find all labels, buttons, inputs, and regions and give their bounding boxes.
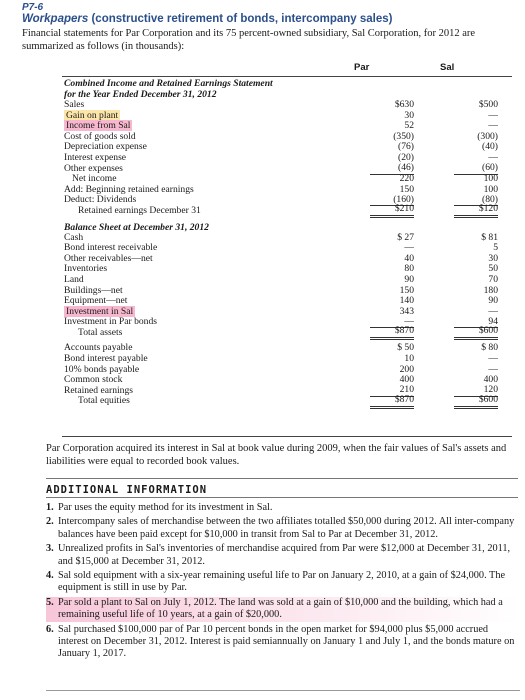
row-label: 10% bonds payable: [64, 363, 140, 375]
income-title-line1: Combined Income and Retained Earnings Statement: [64, 78, 273, 89]
sal-value: 100: [483, 183, 498, 195]
sal-value: (80): [454, 195, 498, 207]
item-text: Sal sold equipment with a six-year remaining useful life to Par on January 2, 2010, at a gain of $24,000. The equipment is still in use by Par.: [58, 570, 506, 594]
par-value: (46): [370, 163, 414, 175]
sal-value: 30: [488, 252, 498, 264]
row-label: Equipment—net: [64, 295, 128, 307]
sal-value: (60): [454, 163, 498, 175]
item-number: 1.: [46, 502, 54, 513]
row-label: Common stock: [64, 374, 123, 386]
statement-row: [64, 142, 514, 153]
row-label: Land: [64, 273, 84, 285]
par-value: 220: [399, 173, 414, 185]
row-label: Bond interest payable: [64, 353, 148, 365]
row-label: Accounts payable: [64, 342, 133, 354]
par-value: 400: [399, 374, 414, 386]
row-label: Income from Sal: [66, 120, 131, 132]
sal-value: —: [488, 109, 498, 121]
balance-equity-rows: [64, 343, 514, 407]
statement-row: [64, 325, 514, 339]
sal-value: 5: [493, 242, 498, 254]
statement-row: [64, 264, 514, 275]
row-label: Total equities: [78, 395, 130, 407]
statement-bottom-rule: [62, 436, 512, 437]
item-number: 3.: [46, 543, 54, 555]
problem-intro: Financial statements for Par Corporation and its 75 percent-owned subsidiary, Sal Corporation, for 2012 are summarized as follows (in thousands):: [22, 28, 476, 52]
row-label: Inventories: [64, 263, 108, 275]
row-label: Bond interest receivable: [64, 242, 158, 254]
additional-bottom-rule: [46, 497, 518, 498]
row-label: Investment in Par bonds: [64, 316, 157, 328]
title-workpapers: Workpapers: [22, 13, 89, 25]
column-header-par: Par: [354, 62, 370, 73]
sal-value: 94: [454, 317, 498, 329]
additional-info-item: [46, 597, 520, 622]
sal-value: —: [488, 151, 498, 163]
par-value: $870: [370, 326, 414, 340]
row-label: Sales: [64, 99, 85, 110]
par-value: $210: [370, 204, 414, 218]
par-value: 40: [404, 252, 414, 264]
par-value: 210: [370, 385, 414, 397]
par-value: 150: [399, 183, 414, 195]
sal-value: —: [488, 120, 498, 132]
sal-value: 120: [454, 385, 498, 397]
row-label: Buildings—net: [64, 284, 123, 296]
item-text: Unrealized profits in Sal's inventories of merchandise acquired from Par were $12,000 at December 31, 2011, and $15,000 at December 31, 2012.: [58, 543, 511, 567]
item-number: 6.: [46, 623, 54, 635]
par-value: 52: [404, 120, 414, 132]
statement-row: [64, 386, 514, 397]
sal-value: $120: [454, 204, 498, 218]
row-label: Cash: [64, 231, 84, 243]
sal-value: 90: [488, 295, 498, 307]
sal-value: 400: [483, 374, 498, 386]
par-value: —: [404, 242, 414, 254]
sal-value: 180: [483, 284, 498, 296]
sal-value: 100: [483, 173, 498, 185]
title-rest: (constructive retirement of bonds, intercompany sales): [91, 13, 393, 25]
par-value: (20): [398, 151, 414, 163]
additional-info-item: [46, 624, 520, 661]
problem-number: P7-6: [22, 2, 44, 13]
par-value: $870: [370, 395, 414, 409]
sal-value: $ 81: [481, 231, 498, 243]
sal-value: —: [488, 363, 498, 375]
par-value: $ 27: [397, 231, 414, 243]
header-rule: [62, 76, 512, 77]
sal-value: (300): [477, 130, 498, 142]
par-value: (76): [398, 141, 414, 153]
par-value: 200: [399, 363, 414, 375]
income-rows: [64, 100, 514, 217]
additional-info-heading: ADDITIONAL INFORMATION: [46, 484, 208, 496]
item-text: Intercompany sales of merchandise between the two affiliates totalled $50,000 during 2012. All inter-company balances have been paid except for $10,000 in transit from Sal to Par at December 31, 2012.: [58, 516, 515, 540]
statement-row: [64, 254, 514, 265]
statement-row: [64, 153, 514, 164]
row-label: Total assets: [78, 326, 123, 338]
row-label: Retained earnings: [64, 384, 133, 396]
row-label: Interest expense: [64, 151, 127, 163]
problem-header: [22, 2, 512, 53]
row-label: Cost of goods sold: [64, 130, 136, 142]
sal-value: 50: [488, 263, 498, 275]
row-label: Add: Beginning retained earnings: [64, 183, 194, 195]
row-label: Other receivables—net: [64, 252, 153, 264]
income-title-line2: for the Year Ended December 31, 2012: [64, 89, 217, 100]
par-value: 150: [399, 284, 414, 296]
par-value: 90: [404, 273, 414, 285]
additional-top-rule: [46, 478, 518, 479]
row-label: Retained earnings December 31: [78, 204, 201, 216]
balance-sheet-title: Balance Sheet at December 31, 2012: [64, 221, 209, 233]
page-bottom-rule: [46, 690, 520, 691]
sal-value: —: [488, 305, 498, 317]
par-value: $ 50: [397, 342, 414, 354]
additional-info-item: [46, 570, 520, 595]
item-number: 5.: [46, 596, 54, 608]
sal-value: $ 80: [481, 342, 498, 354]
balance-asset-rows: [64, 233, 514, 339]
additional-info-item: [46, 502, 520, 514]
row-label: Depreciation expense: [64, 141, 147, 153]
sal-value: 70: [488, 273, 498, 285]
sal-value: $600: [454, 326, 498, 340]
item-number: 2.: [46, 516, 54, 528]
statement-row: [64, 275, 514, 286]
column-header-sal: Sal: [440, 62, 455, 73]
par-value: (160): [370, 195, 414, 207]
statement-row: [64, 393, 514, 407]
par-value: 80: [404, 263, 414, 275]
sal-value: $600: [454, 395, 498, 409]
additional-info-item: [46, 516, 520, 541]
item-text: Par uses the equity method for its investment in Sal.: [58, 502, 273, 513]
item-text: Par sold a plant to Sal on July 1, 2012. The land was sold at a gain of $10,000 and the building, which had a remaining useful life of 10 years, at a gain of $20,000.: [58, 596, 503, 621]
par-value: —: [370, 317, 414, 329]
item-text: Sal purchased $100,000 par of Par 10 percent bonds in the open market for $94,000 plus $5,000 accrued interest on December 31, 2012. Interest is paid semiannually on January 1 and July 1, and the bonds mature on January 1, 2017.: [58, 623, 515, 660]
statement-row: [64, 286, 514, 297]
sal-value: $500: [478, 99, 498, 110]
statement-row: [64, 100, 514, 111]
par-value: $630: [394, 99, 414, 110]
row-label: Net income: [72, 173, 117, 185]
par-value: 30: [404, 109, 414, 121]
additional-info-item: [46, 543, 520, 568]
par-value: (350): [393, 130, 414, 142]
acquisition-note: Par Corporation acquired its interest in Sal at book value during 2009, when the fair values of Sal's assets and liabilities were equal to recorded book values.: [46, 443, 507, 467]
par-value: 140: [399, 295, 414, 307]
row-label: Deduct: Dividends: [64, 194, 137, 206]
sal-value: (40): [482, 141, 498, 153]
financial-statements: [64, 78, 514, 407]
problem-title: [22, 13, 512, 26]
row-label: Gain on plant: [66, 109, 119, 121]
statement-row: [64, 203, 514, 217]
par-value: 343: [399, 305, 414, 317]
additional-info-list: [46, 502, 520, 663]
income-statement-title: [64, 78, 514, 100]
statement-row: [64, 164, 514, 175]
sal-value: —: [488, 353, 498, 365]
item-number: 4.: [46, 570, 54, 582]
row-label: Investment in Sal: [66, 305, 134, 317]
statement-row: [64, 317, 514, 328]
par-value: 10: [404, 353, 414, 365]
row-label: Other expenses: [64, 162, 123, 174]
statement-row: [64, 365, 514, 376]
